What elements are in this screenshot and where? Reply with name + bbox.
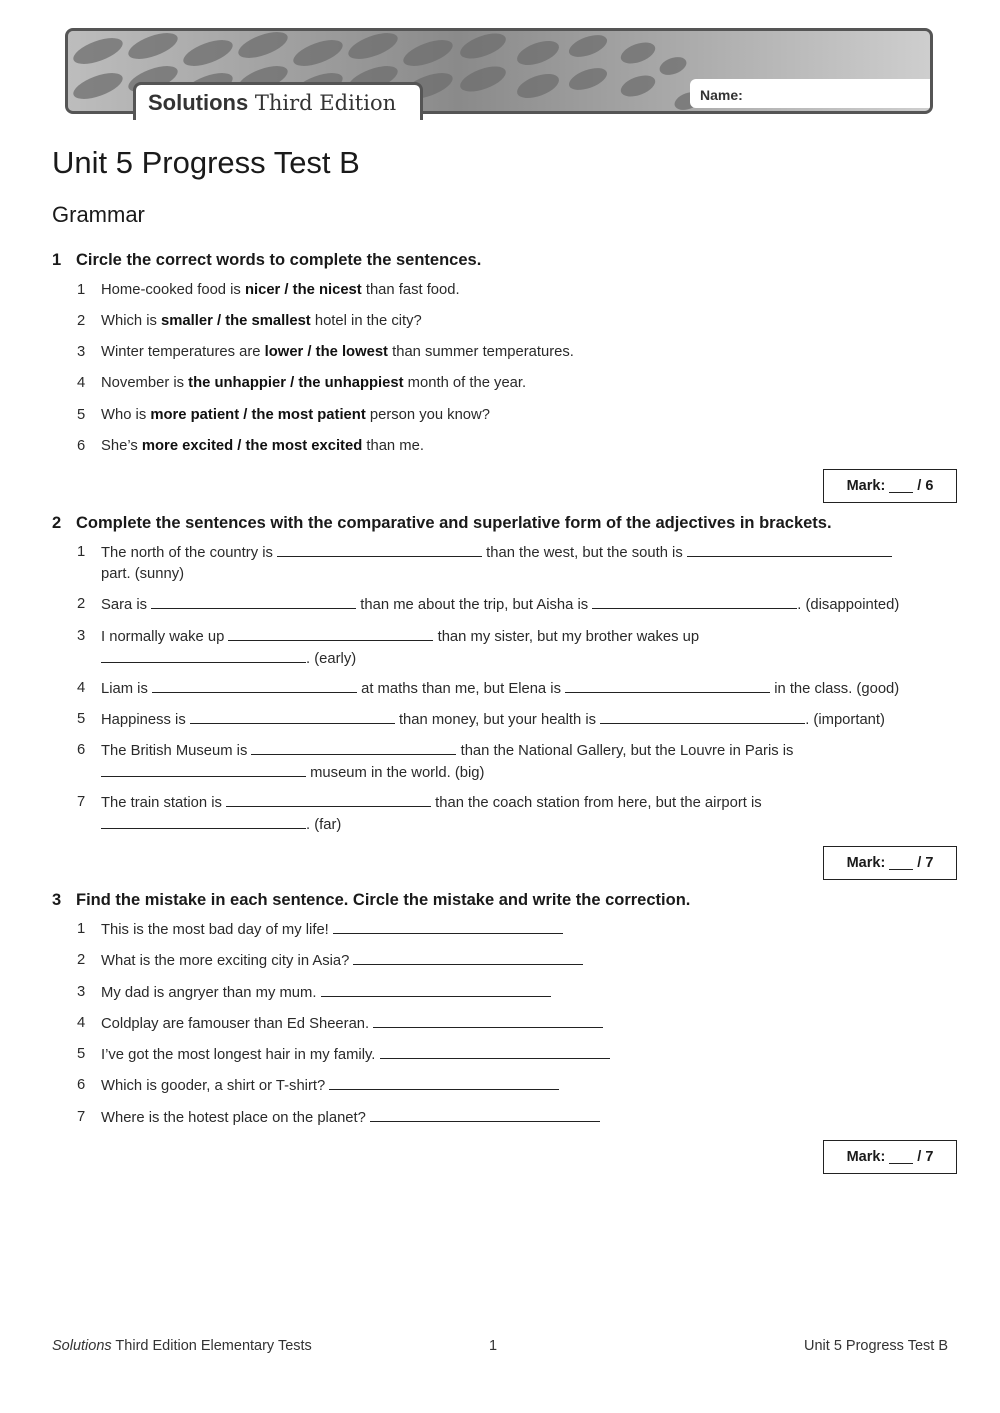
item-number: 6 (77, 742, 86, 758)
exercise-number: 3 (52, 891, 62, 909)
mark-blank[interactable] (889, 1151, 913, 1164)
page-number: 1 (489, 1338, 498, 1354)
item-text: . (disappointed) (797, 597, 900, 613)
answer-blank[interactable] (370, 1107, 600, 1122)
list-item (77, 1075, 937, 1097)
mark-label: Mark: (846, 478, 886, 494)
list-item (77, 740, 937, 784)
footer-text: Third Edition Elementary Tests (111, 1338, 312, 1354)
item-number: 2 (77, 952, 86, 968)
item-number: 3 (77, 628, 86, 644)
item-number: 5 (77, 407, 86, 423)
list-item (77, 950, 937, 972)
footer-right: Unit 5 Progress Test B (804, 1338, 948, 1354)
mark-label: Mark: (846, 1149, 886, 1165)
item-text: than the west, but the south is (482, 545, 687, 561)
list-item (77, 405, 937, 426)
item-number: 7 (77, 794, 86, 810)
item-text: November is (101, 375, 189, 391)
mark-total: / 6 (917, 478, 934, 494)
list-item (77, 709, 937, 731)
item-text: Where is the hotest place on the planet? (101, 1110, 370, 1126)
item-text: than me about the trip, but Aisha is (356, 597, 593, 613)
item-number: 1 (77, 544, 86, 560)
item-text: What is the more exciting city in Asia? (101, 953, 354, 969)
answer-blank[interactable] (152, 678, 357, 693)
list-item (77, 1013, 937, 1035)
item-text: than my sister, but my brother wakes up (433, 629, 700, 645)
answer-blank[interactable] (329, 1075, 559, 1090)
item-text: person you know? (365, 407, 490, 423)
choice-options[interactable]: more excited / the most excited (141, 438, 363, 454)
item-number: 7 (77, 1109, 86, 1125)
mark-label: Mark: (846, 855, 886, 871)
mark-box[interactable] (823, 469, 957, 503)
page-title: Unit 5 Progress Test B (52, 145, 360, 180)
list-item (77, 594, 937, 616)
answer-blank[interactable] (333, 919, 563, 934)
item-text: . (far) (306, 817, 342, 833)
answer-blank[interactable] (380, 1044, 610, 1059)
mark-total: / 7 (917, 1149, 934, 1165)
list-item (77, 373, 937, 394)
item-number: 1 (77, 921, 86, 937)
answer-blank[interactable] (353, 950, 583, 965)
item-text: Coldplay are famouser than Ed Sheeran. (101, 1016, 374, 1032)
item-text: than money, but your health is (394, 712, 601, 728)
footer-left (52, 1338, 312, 1354)
list-item (77, 1044, 937, 1066)
item-number: 5 (77, 1046, 86, 1062)
item-text: I’ve got the most longest hair in my family. (101, 1047, 380, 1063)
answer-blank[interactable] (228, 626, 433, 641)
item-text: . (early) (306, 651, 357, 667)
item-text: She’s (101, 438, 142, 454)
name-label: Name: (700, 87, 743, 103)
item-number: 2 (77, 596, 86, 612)
answer-blank[interactable] (251, 740, 456, 755)
item-text: The train station is (101, 795, 227, 811)
item-text: than summer temperatures. (388, 344, 574, 360)
answer-blank[interactable] (592, 594, 797, 609)
choice-options[interactable]: lower / the lowest (264, 344, 388, 360)
item-text: . (important) (805, 712, 885, 728)
list-item (77, 626, 937, 670)
list-item (77, 280, 937, 301)
item-text: than me. (362, 438, 424, 454)
item-text: The British Museum is (101, 743, 252, 759)
exercise-instruction: Complete the sentences with the comparative and superlative form of the adjectives in brackets. (76, 514, 832, 532)
mark-blank[interactable] (889, 480, 913, 493)
brand-rest: Third Edition (248, 91, 397, 115)
item-number: 6 (77, 1077, 86, 1093)
item-text: Happiness is (101, 712, 190, 728)
list-item (77, 436, 937, 457)
item-number: 4 (77, 680, 86, 696)
item-text: month of the year. (403, 375, 527, 391)
item-number: 6 (77, 438, 86, 454)
item-text: than the coach station from here, but the airport is (431, 795, 762, 811)
exercise-number: 2 (52, 514, 62, 532)
item-text: museum in the world. (big) (306, 765, 485, 781)
exercise-1-heading (52, 251, 481, 270)
item-number: 1 (77, 282, 86, 298)
item-number: 2 (77, 313, 86, 329)
item-text: than fast food. (361, 282, 460, 298)
answer-blank[interactable] (373, 1013, 603, 1028)
mark-box[interactable] (823, 846, 957, 880)
list-item (77, 792, 937, 836)
item-text: Sara is (101, 597, 152, 613)
choice-options[interactable]: more patient / the most patient (150, 407, 366, 423)
item-text: Which is (101, 313, 162, 329)
answer-blank[interactable] (277, 542, 482, 557)
item-number: 4 (77, 375, 86, 391)
answer-blank[interactable] (151, 594, 356, 609)
item-text: at maths than me, but Elena is (356, 681, 566, 697)
list-item (77, 342, 937, 363)
list-item (77, 1107, 937, 1129)
choice-options[interactable]: smaller / the smallest (161, 313, 311, 329)
item-text: I normally wake up (101, 629, 229, 645)
item-text: My dad is angryer than my mum. (101, 985, 321, 1001)
brand-logo (133, 82, 423, 120)
item-number: 3 (77, 344, 86, 360)
item-text: Home-cooked food is (101, 282, 245, 298)
item-number: 5 (77, 711, 86, 727)
exercise-instruction: Circle the correct words to complete the sentences. (76, 251, 482, 269)
list-item (77, 311, 937, 332)
item-text: part. (sunny) (101, 566, 185, 582)
section-title: Grammar (52, 202, 145, 227)
exercise-3-heading (52, 891, 690, 910)
answer-blank[interactable] (190, 709, 395, 724)
list-item (77, 919, 937, 941)
item-number: 4 (77, 1015, 86, 1031)
brand-bold: Solutions (148, 90, 249, 115)
list-item (77, 982, 937, 1004)
choice-options[interactable]: nicer / the nicest (244, 282, 362, 298)
answer-blank[interactable] (565, 678, 770, 693)
choice-options[interactable]: the unhappier / the unhappiest (188, 375, 404, 391)
answer-blank[interactable] (600, 709, 805, 724)
mark-blank[interactable] (889, 857, 913, 870)
mark-total: / 7 (917, 855, 934, 871)
footer-brand: Solutions (52, 1338, 112, 1354)
item-text: Which is gooder, a shirt or T-shirt? (101, 1078, 330, 1094)
item-text: Who is (101, 407, 151, 423)
item-text: The north of the country is (101, 545, 278, 561)
answer-blank[interactable] (687, 542, 892, 557)
mark-box[interactable] (823, 1140, 957, 1174)
item-text: This is the most bad day of my life! (101, 922, 333, 938)
answer-blank[interactable] (321, 982, 551, 997)
answer-blank[interactable] (101, 814, 306, 829)
answer-blank[interactable] (101, 762, 306, 777)
exercise-number: 1 (52, 251, 62, 269)
name-field[interactable] (690, 79, 933, 108)
item-text: Liam is (101, 681, 152, 697)
list-item (77, 542, 937, 585)
exercise-instruction: Find the mistake in each sentence. Circle the mistake and write the correction. (76, 891, 691, 909)
item-text: than the National Gallery, but the Louvre in Paris is (456, 743, 794, 759)
item-text: hotel in the city? (310, 313, 422, 329)
item-number: 3 (77, 984, 86, 1000)
answer-blank[interactable] (226, 792, 431, 807)
exercise-2-heading (52, 514, 832, 533)
answer-blank[interactable] (101, 648, 306, 663)
list-item (77, 678, 937, 700)
item-text: in the class. (good) (770, 681, 900, 697)
item-text: Winter temperatures are (101, 344, 265, 360)
